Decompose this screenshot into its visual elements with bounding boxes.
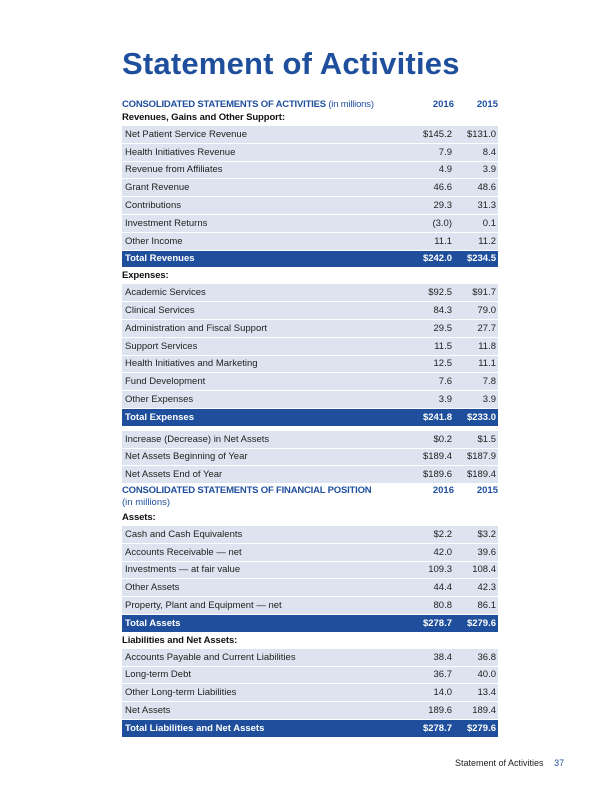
row-value-2015: $189.4 (466, 469, 496, 481)
row-label: Other Expenses (125, 394, 194, 406)
row-value-2016: $0.2 (433, 433, 452, 445)
row-value-2015: $91.7 (472, 287, 496, 299)
row-value-2015: $279.6 (466, 617, 496, 629)
row-label: Health Initiatives Revenue (125, 146, 236, 158)
row-label: Accounts Payable and Current Liabilities (125, 651, 296, 663)
row-value-2016: $241.8 (422, 411, 452, 423)
table-row (122, 179, 498, 197)
page-title: Statement of Activities (122, 46, 460, 81)
row-value-2016: 42.0 (433, 546, 452, 558)
row-value-2015: 13.4 (477, 687, 496, 699)
total-liabilities-row (122, 720, 498, 738)
row-value-2015: $187.9 (466, 451, 496, 463)
row-value-2016: $2.2 (433, 528, 452, 540)
table-row (122, 320, 498, 338)
row-value-2015: 7.8 (482, 376, 496, 388)
activities-heading-text: CONSOLIDATED STATEMENTS OF ACTIVITIES (122, 99, 326, 110)
expenses-section-label: Expenses: (122, 270, 169, 282)
table-row (122, 579, 498, 597)
table-row (122, 215, 498, 233)
row-label: Long-term Debt (125, 669, 192, 681)
row-label: Other Long-term Liabilities (125, 687, 237, 699)
row-label: Administration and Fiscal Support (125, 322, 268, 334)
row-value-2015: 36.8 (477, 651, 496, 663)
row-value-2016: 46.6 (433, 182, 452, 194)
row-value-2016: $242.0 (422, 253, 452, 265)
row-label: Total Expenses (125, 411, 194, 423)
position-header (122, 478, 498, 496)
row-value-2015: 189.4 (472, 705, 496, 717)
row-value-2015: 0.1 (482, 217, 496, 229)
row-label: Net Patient Service Revenue (125, 128, 247, 140)
row-value-2015: 108.4 (472, 564, 496, 576)
row-label: Accounts Receivable — net (125, 546, 242, 558)
row-value-2016: $189.4 (422, 451, 452, 463)
row-label: Grant Revenue (125, 182, 190, 194)
net-assets-summary-rows (122, 431, 498, 484)
revenues-rows (122, 126, 498, 251)
row-value-2016: 29.3 (433, 200, 452, 212)
table-row (122, 144, 498, 162)
row-label: Total Assets (125, 617, 181, 629)
row-value-2016: 4.9 (438, 164, 452, 176)
table-row (122, 391, 498, 409)
row-value-2016: 38.4 (433, 651, 452, 663)
row-value-2016: $278.7 (422, 617, 452, 629)
row-value-2015: 79.0 (477, 305, 496, 317)
liabilities-rows (122, 649, 498, 720)
row-value-2015: $3.2 (477, 528, 496, 540)
row-label: Clinical Services (125, 305, 195, 317)
total-revenues-row (122, 251, 498, 269)
footer-section: Statement of Activities (455, 758, 544, 768)
row-label: Other Income (125, 235, 183, 247)
table-row (122, 702, 498, 720)
row-label: Fund Development (125, 376, 206, 388)
row-value-2016: $145.2 (422, 128, 452, 140)
row-value-2015: 11.8 (478, 340, 496, 352)
row-value-2016: 3.9 (438, 394, 452, 406)
row-value-2015: 3.9 (482, 394, 496, 406)
row-label: Cash and Cash Equivalents (125, 528, 243, 540)
row-label: Revenue from Affiliates (125, 164, 223, 176)
table-row (122, 302, 498, 320)
row-value-2016: $278.7 (422, 722, 452, 734)
liabilities-section-label: Liabilities and Net Assets: (122, 634, 238, 646)
activities-header (122, 92, 498, 110)
row-value-2015: 42.3 (477, 582, 496, 594)
row-value-2016: 7.6 (438, 376, 452, 388)
row-value-2015: 48.6 (477, 182, 496, 194)
row-value-2016: 11.1 (434, 235, 452, 247)
row-label: Support Services (125, 340, 198, 352)
row-value-2016: (3.0) (432, 217, 452, 229)
page-footer (455, 758, 564, 768)
row-label: Academic Services (125, 287, 206, 299)
table-row (122, 356, 498, 374)
year-2015-header: 2015 (476, 485, 498, 496)
position-unit-label: (in millions) (122, 497, 171, 508)
row-label: Increase (Decrease) in Net Assets (125, 433, 270, 445)
table-row (122, 667, 498, 685)
table-row (122, 449, 498, 467)
table-row (122, 562, 498, 580)
table-row (122, 126, 498, 144)
total-assets-row (122, 615, 498, 633)
row-value-2015: 86.1 (477, 600, 496, 612)
table-row (122, 197, 498, 215)
row-label: Other Assets (125, 582, 180, 594)
total-expenses-row (122, 409, 498, 427)
row-value-2016: 29.5 (433, 322, 452, 334)
row-value-2015: 27.7 (477, 322, 496, 334)
row-label: Net Assets (125, 705, 171, 717)
row-value-2015: 8.4 (482, 146, 496, 158)
year-2016-header: 2016 (432, 485, 454, 496)
row-value-2015: $233.0 (466, 411, 496, 423)
row-value-2015: $131.0 (466, 128, 496, 140)
row-value-2016: $189.6 (422, 469, 452, 481)
row-label: Net Assets End of Year (125, 469, 223, 481)
row-label: Net Assets Beginning of Year (125, 451, 248, 463)
row-value-2016: 36.7 (433, 669, 452, 681)
row-label: Investments — at fair value (125, 564, 241, 576)
row-value-2015: $279.6 (466, 722, 496, 734)
row-value-2015: $234.5 (466, 253, 496, 265)
row-value-2015: $1.5 (477, 433, 496, 445)
year-2016-header: 2016 (432, 99, 454, 110)
row-value-2016: 12.5 (433, 358, 452, 370)
table-row (122, 338, 498, 356)
row-value-2016: $92.5 (428, 287, 452, 299)
table-row (122, 649, 498, 667)
row-value-2015: 39.6 (477, 546, 496, 558)
row-value-2015: 11.2 (478, 235, 496, 247)
assets-section-label: Assets: (122, 512, 156, 523)
table-row (122, 544, 498, 562)
table-row (122, 526, 498, 544)
activities-table (122, 92, 498, 484)
activities-heading-sub: (in millions) (328, 99, 374, 110)
row-value-2016: 44.4 (433, 582, 452, 594)
financial-position-table (122, 478, 498, 738)
assets-rows (122, 526, 498, 615)
row-value-2016: 189.6 (428, 705, 452, 717)
table-row (122, 162, 498, 180)
table-row (122, 431, 498, 449)
row-value-2016: 11.5 (434, 340, 452, 352)
expenses-rows (122, 284, 498, 409)
row-label: Property, Plant and Equipment — net (125, 600, 282, 612)
activities-heading (122, 99, 418, 110)
table-row (122, 684, 498, 702)
year-2015-header: 2015 (476, 99, 498, 110)
row-label: Contributions (125, 200, 181, 212)
table-row (122, 597, 498, 615)
position-heading: CONSOLIDATED STATEMENTS OF FINANCIAL POSITION (122, 485, 372, 496)
row-label: Total Revenues (125, 253, 195, 265)
row-value-2016: 84.3 (433, 305, 452, 317)
row-label: Investment Returns (125, 217, 208, 229)
row-value-2016: 109.3 (428, 564, 452, 576)
row-value-2015: 3.9 (482, 164, 496, 176)
row-value-2016: 80.8 (433, 600, 452, 612)
row-value-2015: 11.1 (478, 358, 496, 370)
table-row (122, 373, 498, 391)
row-label: Health Initiatives and Marketing (125, 358, 258, 370)
table-row (122, 233, 498, 251)
row-value-2016: 14.0 (433, 687, 452, 699)
revenues-section-label: Revenues, Gains and Other Support: (122, 112, 285, 123)
row-label: Total Liabilities and Net Assets (125, 722, 265, 734)
row-value-2015: 31.3 (477, 200, 496, 212)
row-value-2016: 7.9 (438, 146, 452, 158)
row-value-2015: 40.0 (477, 669, 496, 681)
table-row (122, 284, 498, 302)
page-number: 37 (554, 758, 565, 768)
